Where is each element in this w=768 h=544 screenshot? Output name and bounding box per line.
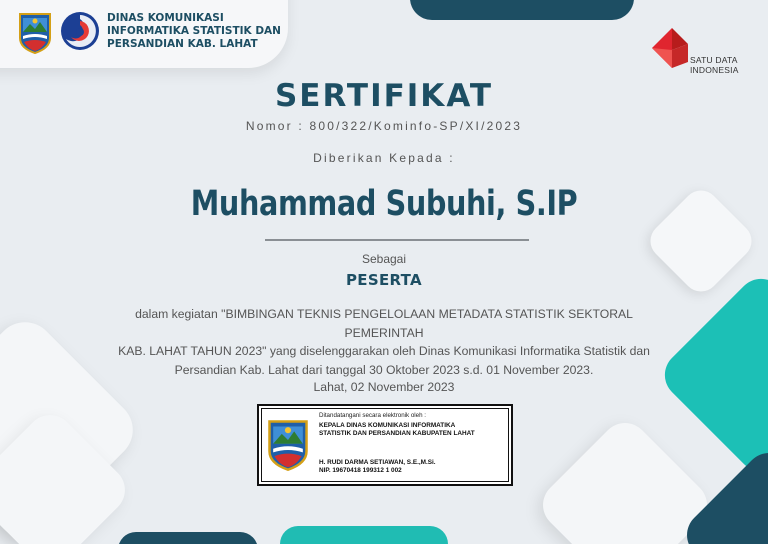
satu-data-indonesia-icon (652, 22, 692, 74)
signer-position-line: KEPALA DINAS KOMUNIKASI INFORMATIKA (319, 422, 456, 429)
agency-name-line: PERSANDIAN KAB. LAHAT (107, 38, 258, 50)
certificate-number: Nomor : 800/322/Kominfo-SP/XI/2023 (245, 119, 523, 133)
signature-note: Ditandatangani secara elektronik oleh : (319, 412, 426, 419)
agency-name (107, 12, 283, 51)
event-description-line: Persandian Kab. Lahat dari tanggal 30 Oktober 2023 s.d. 01 November 2023. (174, 362, 594, 377)
decor-diamond-teal-right (655, 269, 768, 481)
recipient-role: PESERTA (346, 271, 422, 289)
lahat-regency-emblem-icon (18, 12, 52, 54)
signer-position (319, 422, 475, 438)
bottom-decor-tab-teal (280, 526, 448, 544)
top-decor-tab (410, 0, 634, 20)
recipient-name: Muhammad Subuhi, S.IP (190, 184, 578, 224)
signer-position-line: STATISTIK DAN PERSANDIAN KABUPATEN LAHAT (319, 430, 475, 437)
satu-data-label-line: SATU DATA (690, 55, 738, 65)
name-underline (265, 239, 529, 241)
signer-nip: NIP. 19670418 199312 1 002 (319, 467, 402, 474)
satu-data-label (690, 55, 739, 75)
kominfo-swirl-icon (60, 11, 100, 51)
signer-name: H. RUDI DARMA SETIAWAN, S.E.,M.Si. (319, 459, 436, 466)
signer-identity (319, 459, 436, 475)
agency-name-line: INFORMATIKA STATISTIK DAN (107, 25, 281, 37)
event-description-line: KAB. LAHAT TAHUN 2023" yang diselenggarakan oleh Dinas Komunikasi Informatika Statistik dan (118, 344, 650, 358)
certificate-title: SERTIFIKAT (274, 78, 494, 114)
place-date: Lahat, 02 November 2023 (313, 380, 455, 394)
given-to-label: Diberikan Kepada : (313, 151, 455, 165)
event-description-line: dalam kegiatan "BIMBINGAN TEKNIS PENGELOLAAN METADATA STATISTIK SEKTORAL PEMERINTAH (135, 307, 633, 340)
as-label: Sebagai (361, 252, 407, 266)
lahat-regency-emblem-icon (267, 415, 309, 475)
satu-data-label-line: INDONESIA (690, 65, 739, 75)
electronic-signature-box (257, 404, 513, 486)
event-description (100, 305, 668, 379)
agency-name-line: DINAS KOMUNIKASI (107, 12, 224, 24)
bottom-decor-tab-dark (118, 532, 258, 544)
